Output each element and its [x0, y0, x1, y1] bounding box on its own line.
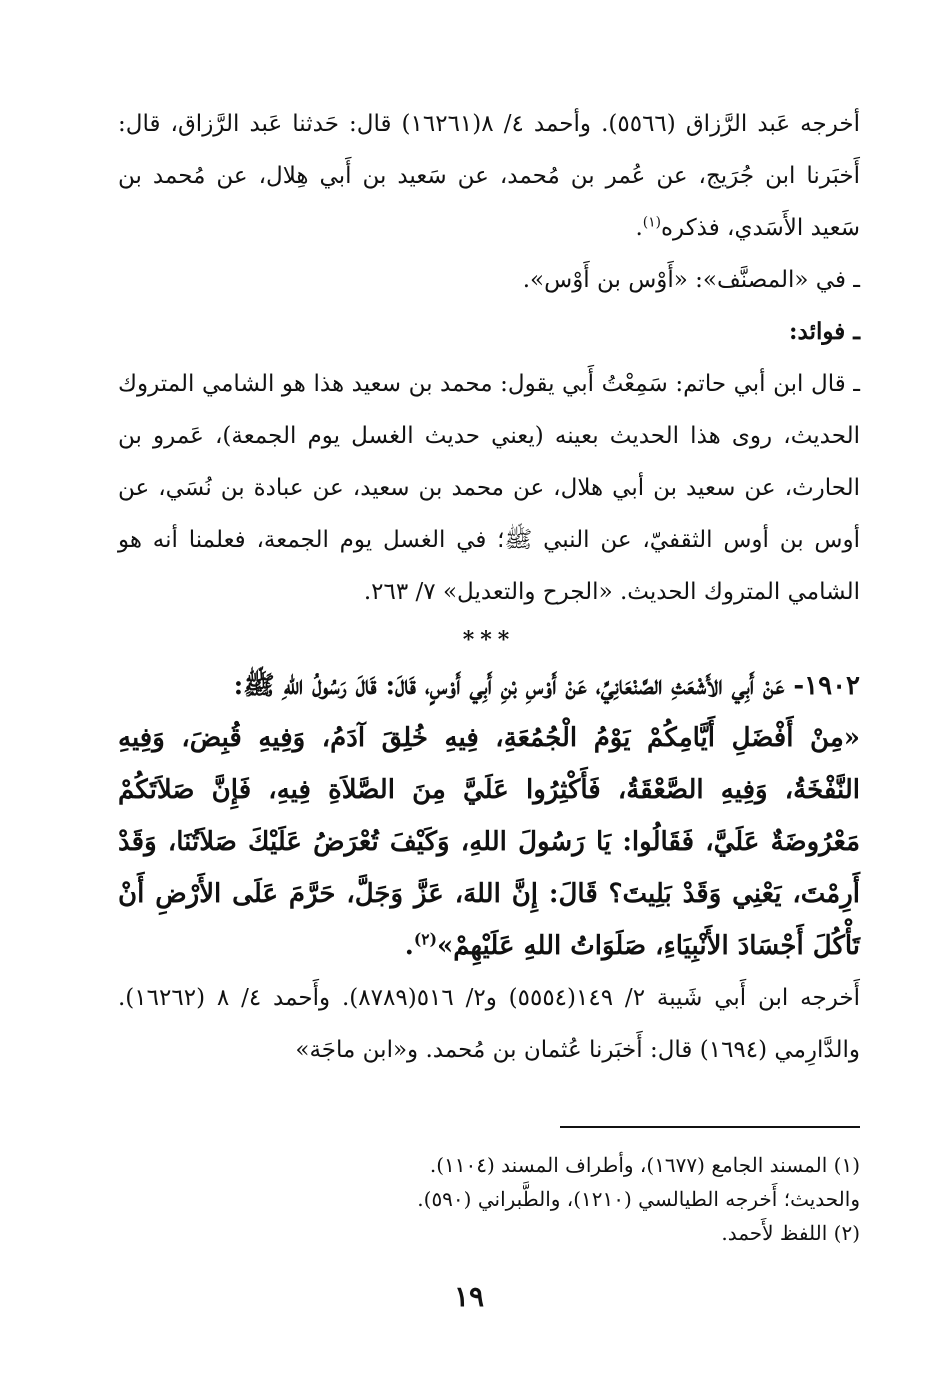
- takhrij-paragraph-2: أَخرجه ابن أَبي شَيبة ٢/ ١٤٩(٥٥٥٤) و٢/ ٥١٦(٨٧٨٩). وأَحمد ٤/ ٨ (١٦٢٦٢). والدَّارِمي (١٦٩٤) قال: أَخبَرنا عُثمان بن مُحمد. و«ابن ماجَة»: [118, 985, 860, 1063]
- page-number: ١٩: [453, 1280, 485, 1313]
- matn-text: «مِنْ أَفْضَلِ أَيَّامِكُمْ يَوْمُ الْجُمُعَةِ، فِيهِ خُلِقَ آدَمُ، وَفِيهِ قُبِضَ، وَفِيهِ النَّفْخَةُ، وَفِيهِ الصَّعْقَةُ، فَأَكْثِرُوا عَلَيَّ مِنَ الصَّلاَةِ فِيهِ، فَإِنَّ صَلاَتَكُمْ مَعْرُوضَةٌ عَلَيَّ، فَقَالُوا: يَا رَسُولَ اللهِ، وَكَيْفَ تُعْرَضُ عَلَيْكَ صَلاَتُنَا، وَقَدْ أَرِمْتَ، يَعْنِي وَقَدْ بَلِيتَ؟ قَالَ: إِنَّ اللهَ، عَزَّ وَجَلَّ، حَرَّمَ عَلَى الأَرْضِ أَنْ تَأْكُلَ أَجْسَادَ الأَنْبِيَاءِ، صَلَوَاتُ اللهِ عَلَيْهِمْ»: [118, 723, 860, 961]
- footnote-ref-1[interactable]: (١): [642, 214, 661, 231]
- fawaid-text: ـ قال ابن أبي حاتم: سَمِعْتُ أَبي يقول: محمد بن سعيد هذا هو الشامي المتروك الحديث، روى هذا الحديث بعينه (يعني حديث الغسل يوم الجمعة)، عَمرو بن الحارث، عن سعيد بن أبي هلال، عن محمد بن سعيد، عن عبادة بن نُسَي، عن أوس بن أوس الثقفيّ، عن النبي ﷺ؛ في الغسل يوم الجمعة، فعلمنا أنه هو الشامي المتروك الحديث. «الجرح والتعديل» ٧/ ٢٦٣.: [118, 371, 860, 605]
- footnote-1-continued: والحديث؛ أَخرجه الطيالسي (١٢١٠)، والطَّبراني (٥٩٠).: [417, 1187, 860, 1211]
- punct: .: [635, 215, 643, 241]
- punct: .: [404, 931, 414, 961]
- footnotes: [118, 1148, 860, 1250]
- section-separator: ***: [462, 627, 516, 653]
- page-body: [118, 98, 860, 1076]
- takhrij-text: أخرجه عَبد الرَّزاق (٥٥٦٦). وأحمد ٤/ ٨(١٦٢٦١) قال: حَدثنا عَبد الرَّزاق، قال: أَخبَرنا ابن جُرَيج، عن عُمر بن مُحمد، عن سَعيد بن أَبي هِلال، عن مُحمد بن سَعيد الأَسَدي، فذكره: [118, 111, 860, 241]
- footnote-1: (١) المسند الجامع (١٦٧٧)، وأطراف المسند (١١٠٤).: [429, 1153, 860, 1177]
- hadith-matn: [118, 712, 860, 972]
- musannaf-note: ـ في «المصنَّف»: «أَوْس بن أَوْس».: [522, 267, 860, 293]
- footnote-divider: [560, 1126, 860, 1128]
- fawaid-label: ـ فوائد:: [789, 318, 860, 345]
- footnote-ref-2[interactable]: (٢): [413, 929, 437, 949]
- footnote-2: (٢) اللفظ لأَحمد.: [721, 1221, 860, 1245]
- hadith-heading: ١٩٠٢- عَنْ أَبِي الأَشْعَثِ الصَّنْعَانِيِّ، عَنْ أَوْسِ بْنِ أَبِي أَوْسٍ، قَالَ: قَالَ رَسُولُ اللهِ ﷺ:: [233, 671, 860, 701]
- takhrij-paragraph-1: [118, 98, 860, 254]
